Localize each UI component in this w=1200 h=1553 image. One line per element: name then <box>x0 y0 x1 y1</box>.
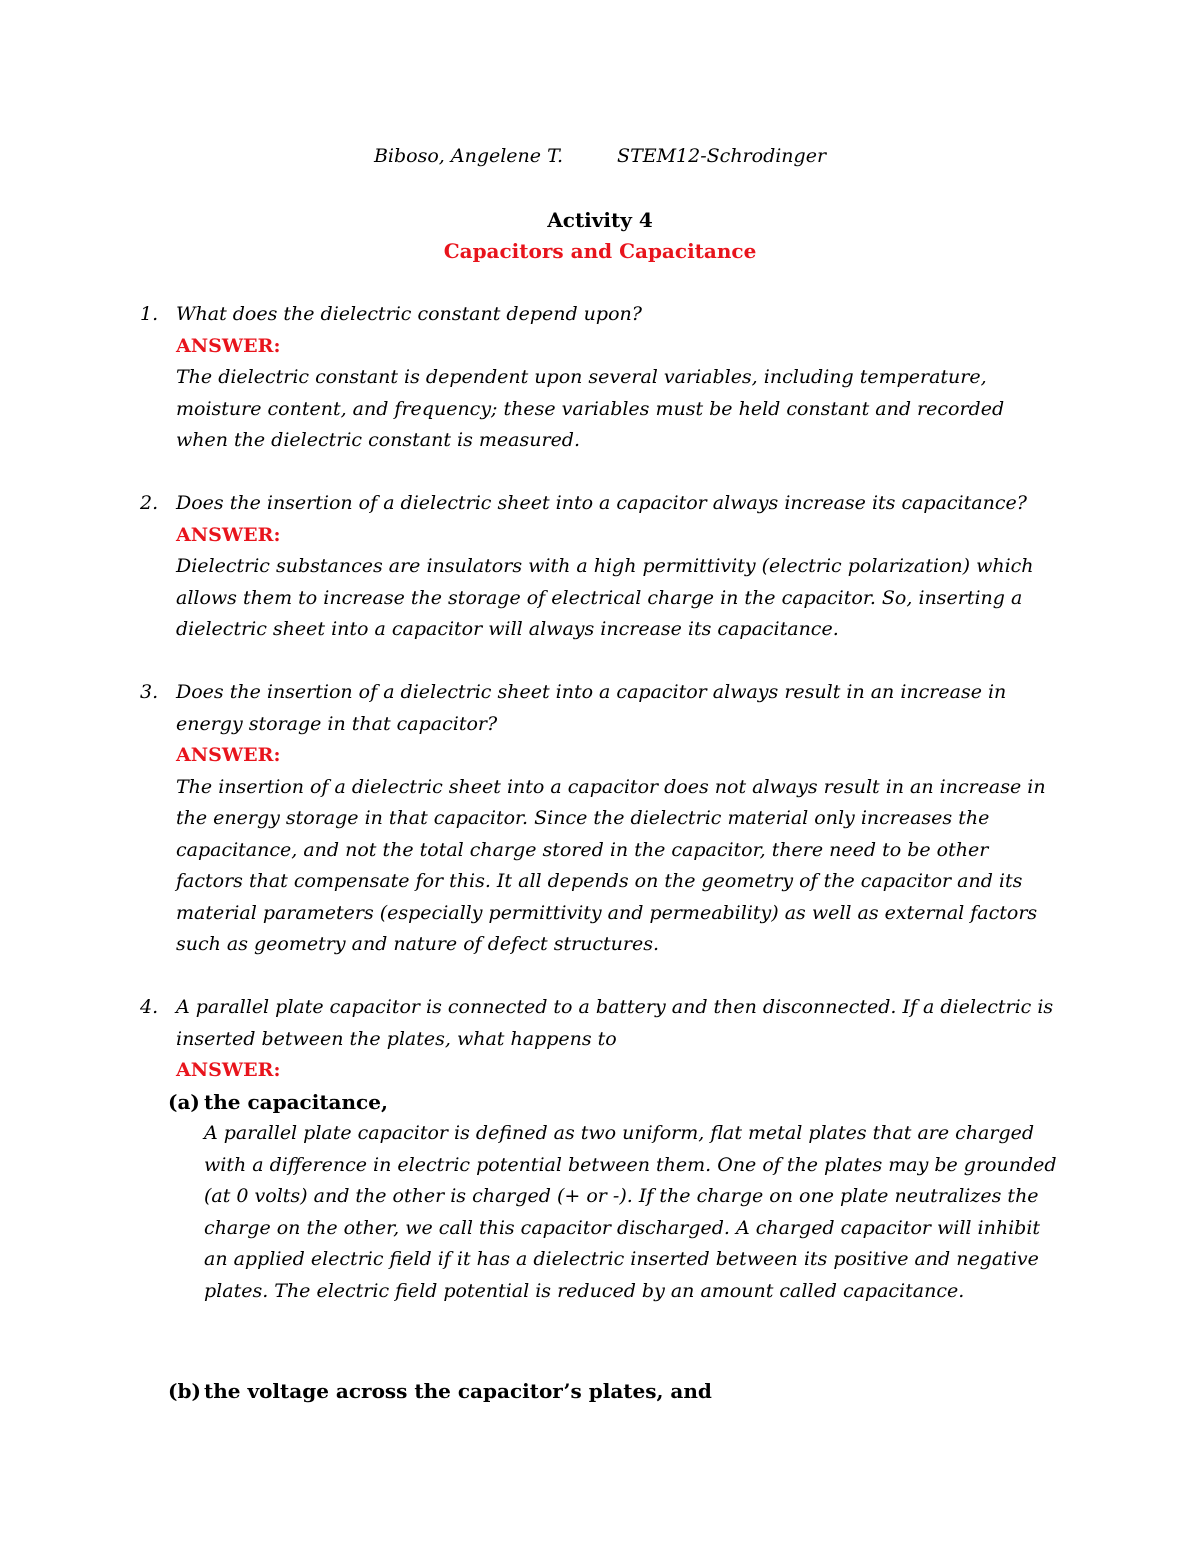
sub-answer-text: A parallel plate capacitor is defined as two uniform, flat metal plates that are charged with a difference in electric potential between them. One of the plates may be grounded (at 0 volts) and the other is charged (+ or -). If the charge on one plate neutralizes the charge on the other, we call this capacitor discharged. A charged capacitor will inhibit an applied electric field if it has a dielectric inserted between its positive and negative plates. The electric field potential is reduced by an amount called capacitance. <box>204 1122 1057 1302</box>
sub-question-label: (b) <box>168 1379 201 1403</box>
answer-text: The dielectric constant is dependent upon several variables, including temperature, moisture content, and frequency; these variables must be held constant and recorded when the dielectric constant is measured. <box>176 366 1005 451</box>
question-number: 4. <box>140 996 159 1018</box>
question-item <box>140 299 1070 457</box>
question-text: A parallel plate capacitor is connected to a battery and then disconnected. If a dielectric is inserted between the plates, what happens to <box>176 996 1054 1050</box>
question-list <box>140 299 1070 1339</box>
sub-question-title: the capacitance, <box>204 1089 388 1114</box>
student-section: STEM12-Schrodinger <box>617 145 827 167</box>
sub-question-label: (a) <box>168 1089 200 1114</box>
question-text: Does the insertion of a dielectric sheet into a capacitor always increase its capacitance? <box>176 492 1027 514</box>
header-line <box>0 142 1200 170</box>
answer-label: ANSWER: <box>176 1059 281 1081</box>
answer-label: ANSWER: <box>176 334 281 357</box>
question-number: 2. <box>140 492 159 514</box>
answer-label: ANSWER: <box>176 744 281 766</box>
student-name: Biboso, Angelene T. <box>373 145 563 167</box>
sub-question-heading <box>168 1087 1070 1119</box>
question-item <box>140 992 1070 1307</box>
answer-label: ANSWER: <box>176 523 281 546</box>
sub-question-title: the voltage across the capacitor’s plates, and <box>204 1379 712 1403</box>
activity-title: Activity 4 <box>547 208 653 232</box>
question-number: 3. <box>140 681 159 703</box>
question-number: 1. <box>140 303 159 325</box>
answer-text: The insertion of a dielectric sheet into a capacitor does not always result in an increase in the energy storage in that capacitor. Since the dielectric material only increases the capacitance, and not the total charge stored in the capacitor, there need to be other factors that compensate for this. It all depends on the geometry of the capacitor and its material parameters (especially permittivity and permeability) as well as external factors such as geometry and nature of defect structures. <box>176 775 1046 955</box>
sub-question-b <box>168 1376 712 1408</box>
question-item <box>140 488 1070 646</box>
question-item <box>140 677 1070 961</box>
activity-subtitle: Capacitors and Capacitance <box>443 239 757 263</box>
question-text: What does the dielectric constant depend upon? <box>176 303 642 325</box>
question-text: Does the insertion of a dielectric sheet into a capacitor always result in an increase in energy storage in that capacitor? <box>176 681 1007 735</box>
sub-question-a <box>168 1087 1070 1308</box>
answer-text: Dielectric substances are insulators with a high permittivity (electric polarization) which allows them to increase the storage of electrical charge in the capacitor. So, inserting a dielectric sheet into a capacitor will always increase its capacitance. <box>176 555 1034 640</box>
